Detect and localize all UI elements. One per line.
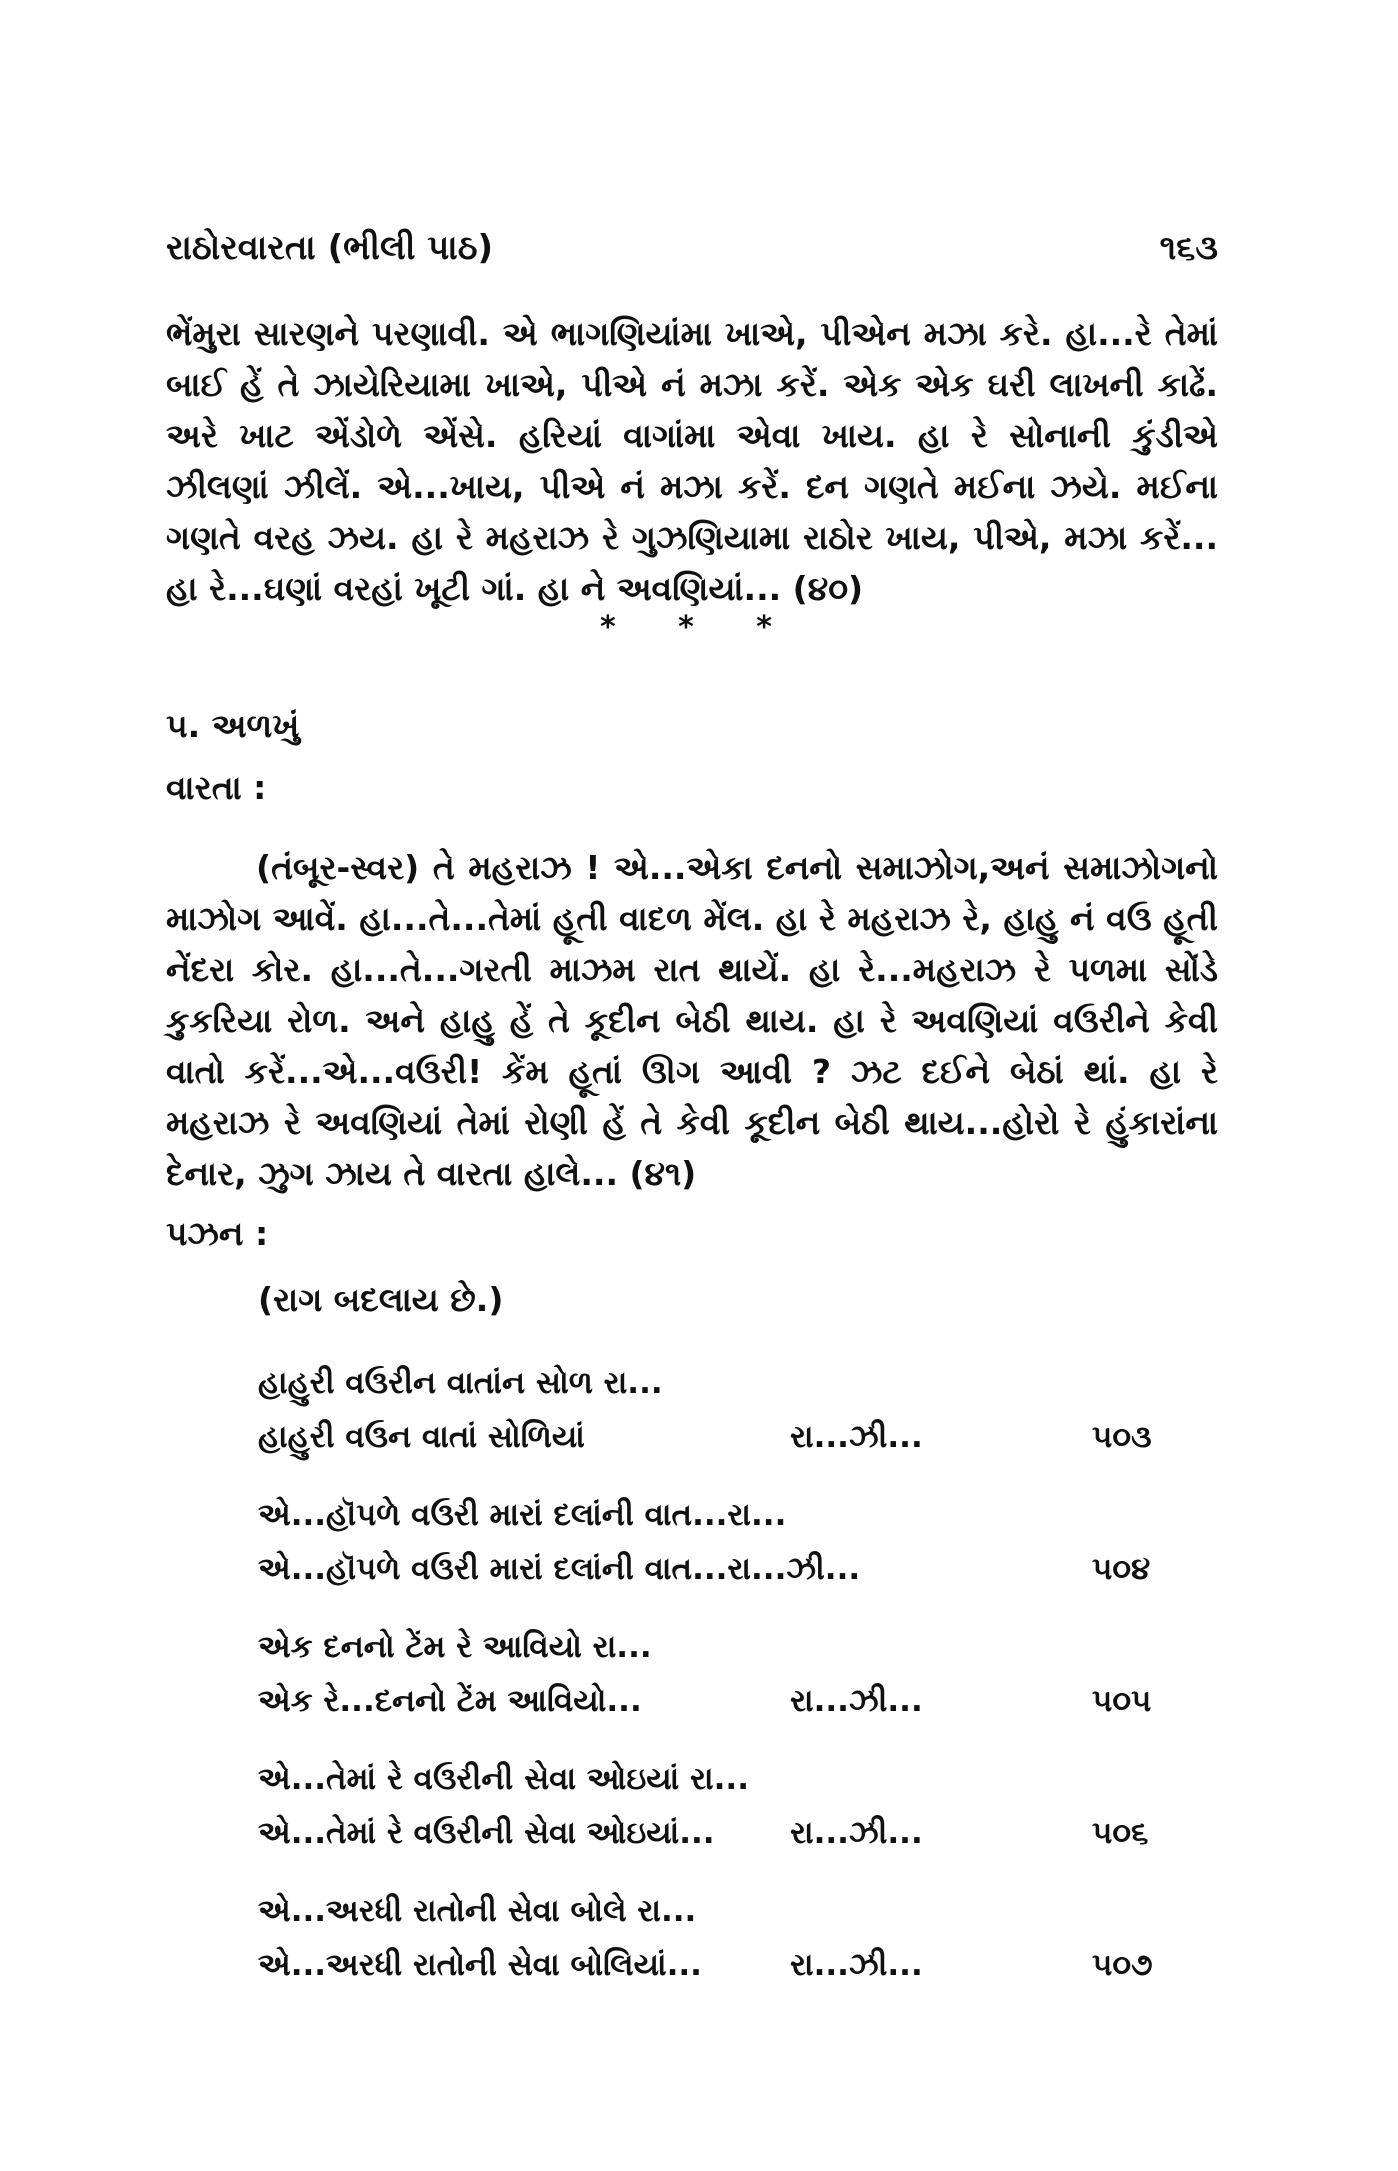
verse-line: હાહુરી વઉન વાતાં સોળિયાં <box>258 1419 585 1455</box>
verse-line: એ...અરધી રાતોની સેવા બોલે રા... <box>258 1893 697 1929</box>
running-header <box>166 218 1218 278</box>
page-number: ૧૬૩ <box>1159 228 1218 268</box>
verse-line: એ...અરધી રાતોની સેવા બોલિયાં... <box>258 1947 702 1983</box>
verse-line: એક દનનો ટેંમ રે આવિયો રા... <box>258 1629 652 1665</box>
verse-refrain: રા...ઝી... <box>790 1947 923 1983</box>
stanza-507 <box>258 1884 1188 1992</box>
section-separator: * * * <box>600 610 798 645</box>
verse-number: ૫૦૭ <box>1092 1947 1153 1983</box>
running-title: રાઠોરવારતા (ભીલી પાઠ) <box>166 228 494 268</box>
verse-refrain: રા...ઝી... <box>790 1683 923 1719</box>
verse-line: એ...હૉપળે વઉરી મારાં દલાંની વાત...રા... <box>258 1497 787 1533</box>
paragraph-2: (તંબૂર-સ્વર) તે મહરાઝ ! એ...એકા દનનો સમાઝોગ,અનં સમાઝોગનો માઝોગ આવેં. હા...તે...તેમાં હૂતી વાદળ મેંલ. હા રે મહરાઝ રે, હાહુ નં વઉ હૂતી નેંદરા કોર. હા...તે...ગરતી માઝમ રાત થાયેં. હા રે...મહરાઝ રે પળમા સોંડે કુકરિયા રોળ. અને હાહુ હેં તે કૂદીન બેઠી થાય. હા રે અવણિયાં વઉરીને કેવી વાતો કરેં...એ...વઉરી! કેંમ હૂતાં ઊગ આવી ? ઝટ દઈને બેઠાં થાં. હા રે મહરાઝ રે અવણિયાં તેમાં રોણી હેં તે કેવી કૂદીન બેઠી થાય...હોરો રે હુંકારાંના દેનાર, ઝુગ ઝાય તે વારતા હાલે... (૪૧) <box>166 848 1218 1193</box>
stanza-506 <box>258 1752 1188 1860</box>
verse-line: એક રે...દનનો ટેંમ આવિયો... <box>258 1683 642 1719</box>
paragraph-1: ભેંમુરા સારણને પરણાવી. એ ભાગણિયાંમા ખાએ, પીએન મઝા કરે. હા...રે તેમાં બાઈ હેં તે ઝાયેરિયામા ખાએ, પીએ નં મઝા કરેં. એક એક ઘરી લાખની કાઢેં. અરે ખાટ એંડોળે એંસે. હરિયાં વાગાંમા એવા ખાય. હા રે સોનાની કુંડીએ ઝીલણાં ઝીલેં. એ...ખાય, પીએ નં મઝા કરેં. દન ગણતે મઈના ઝયે. મઈના ગણતે વરહ ઝય. હા રે મહરાઝ રે ગુઝણિયામા રાઠોર ખાય, પીએ, મઝા કરેં... હા રે...ઘણાં વરહાં ખૂટી ગાં. હા ને અવણિયાં... (૪૦) <box>166 314 1218 608</box>
pajan-label: પઝન : <box>166 1214 269 1253</box>
stanza-505 <box>258 1620 1188 1728</box>
verse-refrain: રા...ઝી... <box>790 1419 923 1455</box>
verse-number: ૫૦૩ <box>1092 1419 1152 1455</box>
stanza-503 <box>258 1356 1188 1464</box>
section-heading: ૫. અળખું <box>166 706 300 745</box>
verse-number: ૫૦૫ <box>1092 1683 1152 1719</box>
verse-line: હાહુરી વઉરીન વાતાંન સોળ રા... <box>258 1365 663 1401</box>
verse-refrain: રા...ઝી... <box>790 1815 923 1851</box>
verse-number: ૫૦૬ <box>1092 1815 1149 1851</box>
verse-number: ૫૦૪ <box>1092 1551 1151 1587</box>
raga-note: (રાગ બદલાય છે.) <box>258 1280 504 1319</box>
verse-line: એ...તેમાં રે વઉરીની સેવા ઓઇયાં રા... <box>258 1761 749 1797</box>
verse-line: એ...તેમાં રે વઉરીની સેવા ઓઇયાં... <box>258 1815 715 1851</box>
verse-line: એ...હૉપળે વઉરી મારાં દલાંની વાત...રા...ઝી... <box>258 1551 861 1587</box>
varta-label: વારતા : <box>166 768 267 807</box>
stanza-504 <box>258 1488 1188 1596</box>
verse-list <box>258 1356 1188 2016</box>
